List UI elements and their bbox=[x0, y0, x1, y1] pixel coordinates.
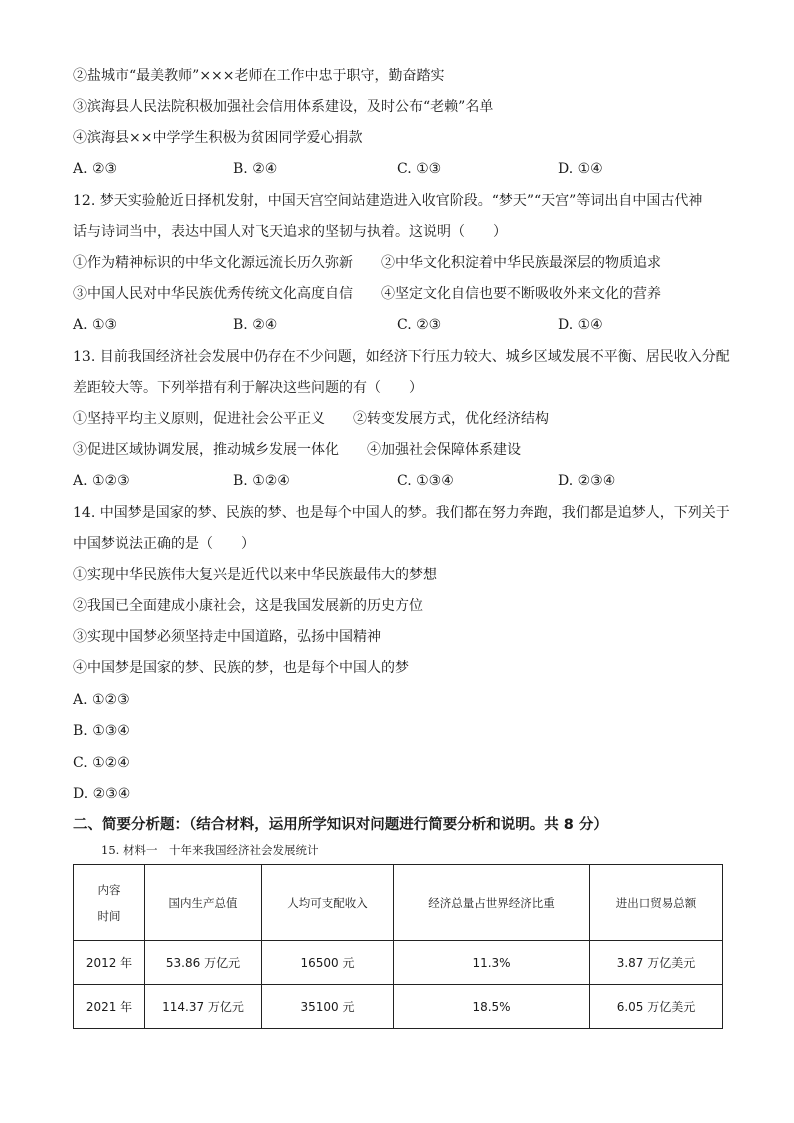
stats-table bbox=[73, 864, 723, 1029]
q11-options bbox=[73, 160, 733, 178]
q11-option-c[interactable]: C. ①③ bbox=[397, 161, 442, 177]
q12-options bbox=[73, 316, 733, 334]
q12-option-b[interactable]: B. ②④ bbox=[233, 317, 278, 333]
table-cell: 53.86 万亿元 bbox=[145, 941, 262, 985]
q11-item-4: ④滨海县××中学学生积极为贫困同学爱心捐款 bbox=[73, 130, 363, 146]
q13-option-b[interactable]: B. ①②④ bbox=[233, 473, 290, 489]
column-header-income: 人均可支配收入 bbox=[262, 865, 394, 941]
q12-items-row-2: ③中国人民对中华民族优秀传统文化高度自信 ④坚定文化自信也要不断吸收外来文化的营养 bbox=[73, 286, 661, 302]
q14-item-3: ③实现中国梦必须坚持走中国道路，弘扬中国精神 bbox=[73, 629, 381, 645]
q14-stem-line-1: 14. 中国梦是国家的梦、民族的梦、也是每个中国人的梦。我们都在努力奔跑，我们都是追梦人，下列关于 bbox=[73, 505, 730, 521]
row-year-cell: 2012 年 bbox=[74, 941, 145, 985]
table-cell: 3.87 万亿美元 bbox=[590, 941, 723, 985]
q11-option-b[interactable]: B. ②④ bbox=[233, 161, 278, 177]
column-header-gdp: 国内生产总值 bbox=[145, 865, 262, 941]
q11-item-2: ②盐城市“最美教师”×××老师在工作中忠于职守，勤奋踏实 bbox=[73, 68, 445, 84]
table-corner-cell bbox=[74, 865, 145, 941]
q12-stem-line-2: 话与诗词当中，表达中国人对飞天追求的坚韧与执着。这说明（ ） bbox=[73, 224, 507, 240]
q15-caption: 15. 材料一 十年来我国经济社会发展统计 bbox=[101, 843, 319, 857]
q13-items-row-2: ③促进区域协调发展，推动城乡发展一体化 ④加强社会保障体系建设 bbox=[73, 442, 521, 458]
row-year-cell: 2021 年 bbox=[74, 985, 145, 1029]
table-cell: 114.37 万亿元 bbox=[145, 985, 262, 1029]
table-cell: 6.05 万亿美元 bbox=[590, 985, 723, 1029]
q12-option-a[interactable]: A. ①③ bbox=[73, 317, 118, 333]
q14-item-4: ④中国梦是国家的梦、民族的梦，也是每个中国人的梦 bbox=[73, 660, 409, 676]
q12-option-c[interactable]: C. ②③ bbox=[397, 317, 442, 333]
q12-items-row-1: ①作为精神标识的中华文化源远流长历久弥新 ②中华文化积淀着中华民族最深层的物质追求 bbox=[73, 255, 661, 271]
corner-label-time: 时间 bbox=[97, 908, 121, 923]
q13-stem-line-1: 13. 目前我国经济社会发展中仍存在不少问题，如经济下行压力较大、城乡区域发展不平衡、居民收入分配 bbox=[73, 349, 730, 365]
table-row bbox=[74, 941, 723, 985]
q11-item-3: ③滨海县人民法院积极加强社会信用体系建设，及时公布“老赖”名单 bbox=[73, 99, 494, 115]
q11-option-a[interactable]: A. ②③ bbox=[73, 161, 118, 177]
q14-item-1: ①实现中华民族伟大复兴是近代以来中华民族最伟大的梦想 bbox=[73, 567, 437, 583]
q12-option-d[interactable]: D. ①④ bbox=[558, 317, 603, 333]
column-header-trade: 进出口贸易总额 bbox=[590, 865, 723, 941]
table-row bbox=[74, 985, 723, 1029]
table-cell: 35100 元 bbox=[262, 985, 394, 1029]
q14-option-d[interactable]: D. ②③④ bbox=[73, 786, 131, 802]
q14-option-b[interactable]: B. ①③④ bbox=[73, 723, 130, 739]
q14-option-a[interactable]: A. ①②③ bbox=[73, 692, 130, 708]
q13-options bbox=[73, 472, 733, 490]
column-header-world-share: 经济总量占世界经济比重 bbox=[394, 865, 590, 941]
q13-stem-line-2: 差距较大等。下列举措有利于解决这些问题的有（ ） bbox=[73, 380, 423, 396]
q14-option-c[interactable]: C. ①②④ bbox=[73, 755, 130, 771]
table-header-row bbox=[74, 865, 723, 941]
section-2-heading: 二、简要分析题：（结合材料，运用所学知识对问题进行简要分析和说明。共 8 分） bbox=[73, 817, 608, 833]
table-cell: 16500 元 bbox=[262, 941, 394, 985]
q13-option-c[interactable]: C. ①③④ bbox=[397, 473, 454, 489]
q13-option-d[interactable]: D. ②③④ bbox=[558, 473, 616, 489]
q14-item-2: ②我国已全面建成小康社会，这是我国发展新的历史方位 bbox=[73, 598, 423, 614]
corner-label-content: 内容 bbox=[97, 882, 121, 897]
q13-items-row-1: ①坚持平均主义原则，促进社会公平正义 ②转变发展方式，优化经济结构 bbox=[73, 411, 549, 427]
q11-option-d[interactable]: D. ①④ bbox=[558, 161, 603, 177]
q14-stem-line-2: 中国梦说法正确的是（ ） bbox=[73, 536, 255, 552]
table-cell: 18.5% bbox=[394, 985, 590, 1029]
q12-stem-line-1: 12. 梦天实验舱近日择机发射，中国天宫空间站建造进入收官阶段。“梦天”“天宫”等词出自中国古代神 bbox=[73, 193, 703, 209]
table-cell: 11.3% bbox=[394, 941, 590, 985]
q13-option-a[interactable]: A. ①②③ bbox=[73, 473, 130, 489]
